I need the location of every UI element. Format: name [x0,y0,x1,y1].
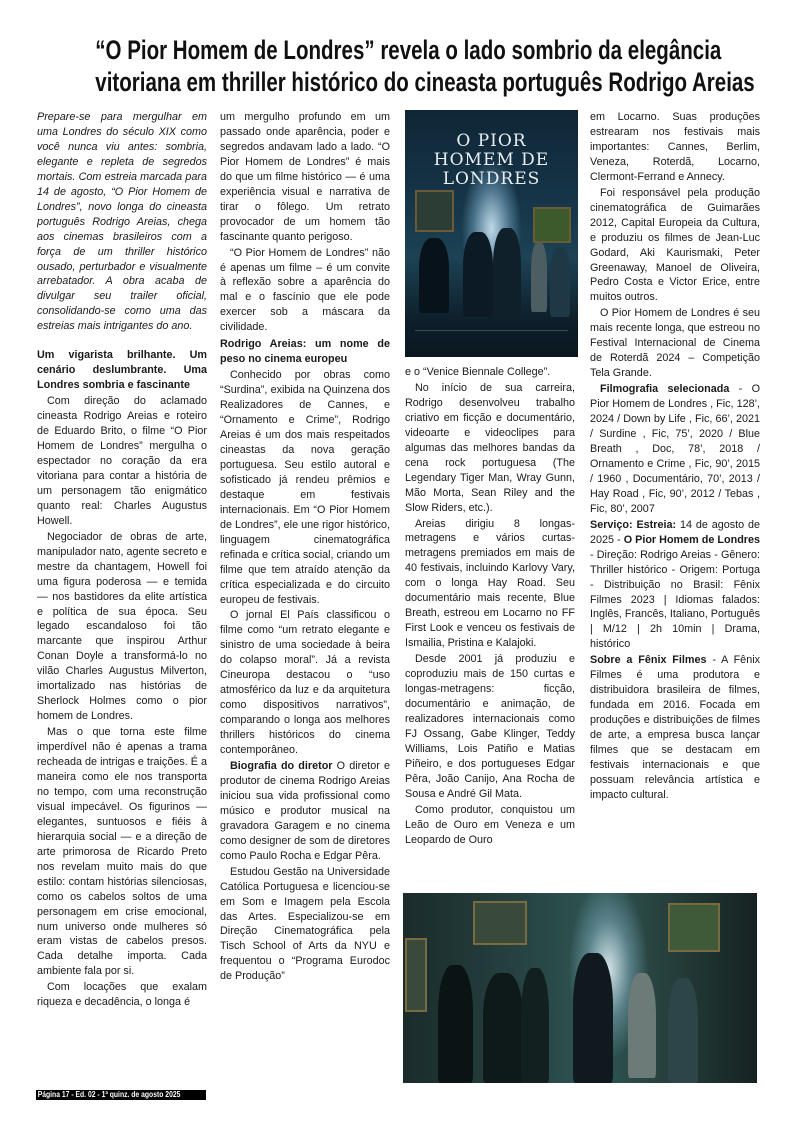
paragraph [590,518,760,653]
movie-poster-image [405,110,578,357]
bold-lead-text: Biografia do diretor [230,759,333,772]
paragraph-text: “O Pior Homem de Londres” não é apenas um filme – é um convite à reflexão sobre a aparência do mal e o fascínio que ele pode exercer sob a máscara da civilidade. [220,246,390,334]
paragraph-text: O diretor e produtor de cinema Rodrigo Areias iniciou sua vida profissional como músico e produtor musical na gravadora Garagem e no cinema como designer de som de diretores como Paulo Rocha e Edgar Pêra. [220,759,390,862]
poster-title-line: HOMEM DE [433,150,550,170]
footer-text: Página 17 - Ed. 02 - 1ª quinz. de agosto 2025 [37,1090,181,1099]
section-heading [220,337,390,367]
paragraph-text: - A Fênix Filmes é uma produtora e distribuidora brasileira de filmes, fundada em 2016. Focada em produções e distribuições de filmes de arte, a empresa busca lançar filmes que se destacam em festivais internacionais e que possuam relevância artística e impacto cultural. [590,654,760,801]
poster-title-line: O PIOR [456,131,527,151]
paragraph-text: Prepare-se para mergulhar em uma Londres do século XIX como você nunca viu antes: sombria, elegante e repleta de segredos mortais. Com estreia marcada para 14 de agosto, “O Pior Homem de Londres”, novo longa do cineasta português Rodrigo Areias, chega aos cinemas brasileiros com a força de um thriller histórico ousado, perturbador e visualmente arrebatador. A obra acaba de divulgar seu trailer oficial, consolidando-se como uma das estreias mais intrigantes do ano. [37,111,207,333]
paragraph [220,608,390,758]
section-heading [37,348,207,393]
headline-line-2: vitoriana em thriller histórico do cineasta português Rodrigo Areias [95,67,755,97]
painting-frame [668,903,720,952]
paragraph-text: Mas o que torna este filme imperdível não é apenas a trama recheada de intrigas e traições. É a maneira como ele nos transporta no tempo, com uma reconstrução visual impecável. Os figurinos — elegantes, suntuosos e fiéis à hierarquia social — e a direção de arte primorosa de Ricardo Preto nos revelam muito mais do que estilo: contam histórias silenciosas, como os cabelos soltos de uma personagem em crise emocional, num universo onde mulheres só eram vistas de cabelos presos. Cada detalhe importa. Cada ambiente fala por si. [37,726,207,978]
paragraph-text: Desde 2001 já produziu e coproduziu mais de 150 curtas e longas-metragens: ficção, documentário e animação, de realizadores internacionais como FJ Ossang, Gabe Klinger, Teddy Williams, Lois Patiño e Matias Piñeiro, e dos portugueses Edgar Pêra, João Canijo, Ana Rocha de Sousa e André Gil Mata. [405,653,575,800]
paragraph-text: Negociador de obras de arte, manipulador nato, agente secreto e mestre da chantagem, Howell foi uma figura poderosa — e temida — nos bastidores da elite artística e política de sua época. Seu legado escandaloso foi tão marcante que inspirou Arthur Conan Doyle a transformá-lo no vilão Charles Augustus Milverton, imortalizado nas histórias de Sherlock Holmes como o pior homem de Londres. [37,530,207,723]
paragraph [220,759,390,864]
paragraph-text: O Pior Homem de Londres é seu mais recente longa, que estreou no Festival Internacional de Cinema de Roterdã 2024 – Competição Tela Grande. [590,307,760,380]
poster-title [405,132,578,189]
paragraph [220,246,390,336]
paragraph [37,980,207,1010]
paragraph-text: - Direção: Rodrigo Areias - Gênero: Thriller histórico - Origem: Portuga - Distribuição no Brasil: Fênix Filmes 2023 | Idiomas falados: Inglês, Francês, Italiano, Português | M/12 | 2h 10min | Drama, histórico [590,548,760,651]
article-column-3 [405,365,575,885]
paragraph [405,381,575,516]
bold-lead-text: Sobre a Fênix Filmes [590,654,707,667]
paragraph [37,725,207,979]
paragraph [590,653,760,803]
paragraph-text: O jornal El País classificou o filme como “um retrato elegante e sinistro de uma sociedade à beira do colapso moral”. Já a revista Cineuropa destacou o “uso atmosférico da luz e da arquitetura como dispositivos narrativos”, comparando o longa aos melhores thrillers históricos do cinema contemporâneo. [220,609,390,757]
paragraph [405,517,575,652]
painting-frame [405,938,427,1012]
paragraph-text: em Locarno. Suas produções estrearam nos festivais mais importantes: Cannes, Berlim, Veneza, Roterdã, Locarno, Clermont-Ferrand e Annecy. [590,111,760,183]
paragraph-text: Conhecido por obras como “Surdina”, exibida na Quinzena dos Realizadores de Cannes, e “Ornamento e Crime”, Rodrigo Areias é um dos mais respeitados cineastas da nova geração portuguesa. Seu estilo autoral e sofisticado já rendeu prêmios e destaque em festivais internacionais. Em “O Pior Homem de Londres”, ele une rigor histórico, linguagem cinematográfica refinada e crítica social, criando um filme que tem atraído atenção da crítica especializada e do circuito europeu de festivais. [220,369,390,606]
paragraph-text: Areias dirigiu 8 longas-metragens e vários curtas-metragens premiados em mais de 40 festivais, incluindo Karlovy Vary, com o longa Hay Road. Seu documentário mais recente, Blue Breath, estreou em Locarno no FF First Look e venceu os festivais de Ismailia, Pristina e Kalajoki. [405,517,575,650]
poster-credits [415,330,568,345]
poster-title-line: LONDRES [442,169,541,189]
article-column-2 [220,110,390,1085]
bold-lead-text: O Pior Homem de Londres [623,533,760,546]
paragraph-text: - O Pior Homem de Londres , Fic, 128’, 2024 / Down by Life , Fic, 66’, 2021 / Surdine , Fic, 75’, 2020 / Blue Breath , Doc, 78’, 2018 / Ornamento e Crime , Fic, 90’, 2015 / 1960 , Documentário, 70’, 2013 / Hay Road , Fic, 90’, 2012 / Tebas , Fic, 80’, 2007 [590,383,760,515]
paragraph-text: e o “Venice Biennale College”. [405,366,551,378]
paragraph-text: Com direção do aclamado cineasta Rodrigo Areias e roteiro de Eduardo Brito, o filme “O Pior Homem de Londres” mergulha o espectador no coração da era vitoriana para contar a história de um personagem tão enigmático quanto real: Charles Augustus Howell. [37,395,207,527]
paragraph-text: Como produtor, conquistou um Leão de Ouro em Veneza e um Leopardo de Ouro [405,803,575,846]
paragraph [220,110,390,245]
painting-frame [473,901,527,945]
figure-silhouette [483,973,523,1083]
page-footer [36,1090,206,1100]
figure-silhouette [550,247,570,317]
article-column-4 [590,110,760,870]
paragraph-text: Estudou Gestão na Universidade Católica Portuguesa e licenciou-se em Som e Imagem pela Escola das Artes. Especializou-se em Direção Cinematográfica pela Tisch School of Arts da NYU e frequentou o “Programa Eurodoc de Produção” [220,865,390,983]
bold-lead-text: Filmografia selecionada [600,383,730,396]
paragraph-text: 14 de agosto de 2025 - [590,518,760,546]
figure-silhouette [668,978,698,1083]
paragraph [405,803,575,848]
film-still-image [403,893,757,1083]
figure-silhouette [438,965,473,1083]
paragraph [37,530,207,724]
painting-frame [415,190,454,232]
figure-silhouette [573,953,613,1083]
paragraph-text: Rodrigo Areias: um nome de peso no cinema europeu [220,338,390,366]
figure-silhouette [521,968,549,1083]
paragraph-text: Foi responsável pela produção cinematográfica de Guimarães 2012, Capital Europeia da Cultura, e produziu os filmes de Jean-Luc Godard, Aki Kaurismaki, Peter Greenaway, Manoel de Oliveira, Pedro Costa e Victor Erice, entre muitos outros. [590,186,760,304]
paragraph-text: No início de sua carreira, Rodrigo desenvolveu trabalho criativo em ficção e documentário, videoarte e videoclipes para algumas das melhores bandas da cena rock portuguesa (The Legendary Tiger Man, Wray Gunn, Mão Morta, Sean Riley and the Slow Riders, etc.). [405,381,575,514]
headline [0,34,794,98]
paragraph-text: Com locações que exalam riqueza e decadência, o longa é [37,981,207,1009]
paragraph [590,110,760,185]
paragraph [37,394,207,529]
headline-line-1: “O Pior Homem de Londres” revela o lado sombrio da elegância [95,35,722,65]
figure-silhouette [531,242,547,312]
painting-frame [533,207,571,243]
paragraph-text: Um vigarista brilhante. Um cenário deslumbrante. Uma Londres sombria e fascinante [37,349,207,392]
figure-silhouette [419,238,449,313]
paragraph [590,382,760,517]
figure-silhouette [493,228,521,318]
paragraph [220,865,390,985]
paragraph [220,368,390,607]
article-column-1 [37,110,207,1085]
bold-lead-text: Serviço: Estreia: [590,518,677,531]
paragraph [37,110,207,334]
paragraph [405,365,575,380]
paragraph [590,306,760,381]
paragraph [405,652,575,802]
paragraph [590,186,760,306]
figure-silhouette [628,973,656,1078]
paragraph-text: um mergulho profundo em um passado onde aparência, poder e segredos andavam lado a lado. “O Pior Homem de Londres” é mais do que um filme histórico — é uma experiência visual e narrativa de tirar o fôlego. Um retrato provocador de um homem tão fascinante quanto perigoso. [220,111,390,243]
figure-silhouette [463,232,493,317]
